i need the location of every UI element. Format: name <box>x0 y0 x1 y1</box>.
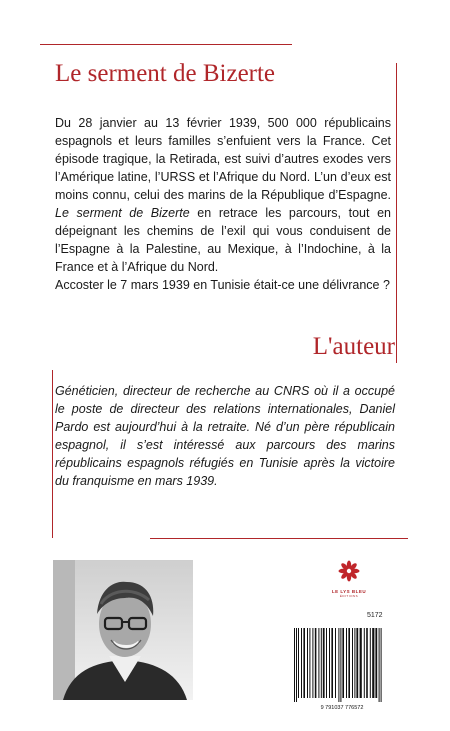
author-portrait-graphic <box>53 560 193 700</box>
barcode-bar <box>372 628 374 698</box>
publisher-name: LE LYS BLEU <box>331 589 367 594</box>
publisher-logo <box>329 560 369 610</box>
product-code: 5172 <box>367 612 383 619</box>
barcode-bar <box>307 628 308 698</box>
summary-text <box>55 114 391 294</box>
summary-paragraph <box>55 114 391 276</box>
book-title: Le serment de Bizerte <box>55 60 276 87</box>
barcode-bar <box>312 628 313 698</box>
frame-line-bottom <box>150 538 408 539</box>
barcode-bar <box>364 628 365 698</box>
barcode-bar <box>379 628 380 702</box>
barcode-bar <box>346 628 347 698</box>
barcode-bar <box>329 628 330 698</box>
summary-question: Accoster le 7 mars 1939 en Tunisie était-ce une délivrance ? <box>55 278 390 292</box>
author-photo <box>53 560 193 700</box>
publisher-subline: ÉDITIONS <box>339 594 359 598</box>
barcode-graphic <box>268 624 400 712</box>
barcode-bar <box>342 628 344 698</box>
author-bio: Généticien, directeur de recherche au CNRS où il a occupé le poste de directeur des relations internationales, Daniel Pardo est aujourd’hui à la retraite. Né d’un père républicain espagnol, il s’est intéressé aux parcours des marins républicains espagnols réfugiés en Tunisie après la victoire du franquisme en mars 1939. <box>55 384 395 488</box>
barcode-bar <box>318 628 319 698</box>
summary-part1: Du 28 janvier au 13 février 1939, 500 000 républicains espagnols et leurs familles s’enfuient vers la France. Cet épisode tragique, la Retirada, est suivi d’autres exodes vers l’Amérique latine, l’URSS et l’Afrique du Nord. L’un d’eux est moins connu, celui des marins de la République d’Espagne. <box>55 116 391 202</box>
frame-line-top <box>40 44 292 45</box>
barcode-bar <box>303 628 305 698</box>
barcode-bar <box>331 628 333 698</box>
barcode-bar <box>356 628 358 698</box>
barcode-bar <box>298 628 299 698</box>
summary-book-title: Le serment de Bizerte <box>55 206 190 220</box>
frame-line-right <box>396 63 397 363</box>
barcode-bar <box>335 628 336 698</box>
summary-part2: en retrace les parcours, tout en dépeignant les chemins de l’exil qui vous conduisent de l’Espagne à la Palestine, au Mexique, à l’Indochine, à la France et à l’Afrique du Nord. <box>55 206 391 274</box>
barcode-bar <box>321 628 322 698</box>
barcode-bar <box>352 628 353 698</box>
barcode <box>268 624 400 712</box>
barcode-bar <box>348 628 350 698</box>
barcode-bar <box>309 628 310 698</box>
barcode-bar <box>301 628 302 698</box>
barcode-bar <box>315 628 317 698</box>
barcode-bar <box>381 628 382 702</box>
barcode-bar <box>323 628 325 698</box>
barcode-bar <box>296 628 297 702</box>
frame-line-left <box>52 370 53 538</box>
barcode-bar <box>360 628 362 698</box>
barcode-bar <box>294 628 295 702</box>
barcode-bar <box>375 628 377 698</box>
lily-icon <box>338 560 360 582</box>
barcode-bar <box>370 628 371 698</box>
barcode-bar <box>340 628 341 702</box>
author-heading: L'auteur <box>312 333 395 360</box>
barcode-digits: 9 791037 776572 <box>320 705 364 711</box>
barcode-bar <box>366 628 368 698</box>
barcode-bar <box>338 628 339 702</box>
barcode-bar <box>354 628 355 698</box>
barcode-bar <box>326 628 327 698</box>
